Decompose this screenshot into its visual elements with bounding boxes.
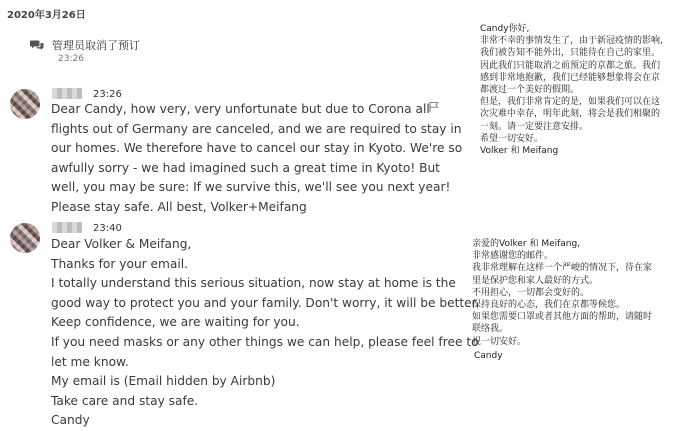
translation-line: 非常感谢您的邮件。 <box>472 251 554 262</box>
translation-line: 里是保护您和家人最好的方式。 <box>472 275 599 286</box>
message-line: Candy <box>51 413 90 428</box>
message-time: 23:40 <box>93 223 122 234</box>
translation-line: 非常不幸的事情发生了，由于新冠疫情的影响, <box>480 36 663 47</box>
translation-line: 因此我们只能取消之前预定的京都之旅。我们 <box>480 60 661 71</box>
message-line: Keep confidence, we are waiting for you. <box>51 315 300 330</box>
message-line: Dear Candy, how very, very unfortunate but due to Corona all <box>51 102 430 116</box>
message-line: Take care and stay safe. <box>51 393 199 408</box>
translation-line: 都渡过一个美好的假期。 <box>480 85 580 96</box>
translation-line: 联络我。 <box>472 324 509 335</box>
message-line: If you need masks or any other things we can help, please feel free to <box>51 334 479 349</box>
avatar[interactable] <box>10 89 40 119</box>
avatar[interactable] <box>10 223 40 253</box>
translation-line: 感到非常地抱歉，我们已经能够想象将会在京 <box>480 72 661 83</box>
sender-name-redacted <box>52 222 82 233</box>
message-line: Please stay safe. All best, Volker+Meifang <box>51 199 307 214</box>
translation-line: Candy你好, <box>480 24 530 34</box>
message-line: good way to protect you and your family. Don't worry, it will be better. <box>51 295 480 310</box>
translation-line: 次灾难中幸存，明年此刻，将会是我们相聚的 <box>480 109 661 120</box>
message-line: awfully sorry - we had imagined such a great time in Kyoto! But <box>51 160 440 175</box>
system-event-text: 管理员取消了预订 <box>52 39 140 52</box>
translation-line: 保持良好的心态，我们在京都等候您。 <box>472 300 626 311</box>
message-line: My email is (Email hidden by Airbnb) <box>51 374 276 389</box>
translation-line: 我们被告知不能外出，只能待在自己的家里。 <box>480 48 661 59</box>
chat-bubbles-icon <box>30 39 44 51</box>
translation-note <box>472 238 652 348</box>
message-body <box>51 235 479 431</box>
message-line: our homes. We therefore have to cancel our stay in Kyoto. We're so <box>51 141 463 156</box>
translation-line: 如果您需要口罩或者其他方面的帮助，请随时 <box>472 312 653 323</box>
message-line: flights out of Germany are canceled, and we are required to stay in <box>51 121 462 136</box>
message-line: I totally understand this serious situation, now stay at home is the <box>51 276 456 291</box>
message-body <box>51 100 462 218</box>
translation-line: 亲爱的Volker 和 Meifang, <box>472 239 581 249</box>
translation-note <box>480 23 663 157</box>
message-line: Thanks for your email. <box>51 256 189 271</box>
translation-line: 但是，我们非常肯定的是，如果我们可以在这 <box>480 97 661 108</box>
translation-line: Volker 和 Meifang <box>480 146 559 157</box>
sender-name-redacted <box>52 88 82 99</box>
message-time: 23:26 <box>93 89 122 100</box>
system-event-time: 23:26 <box>58 54 84 64</box>
system-event <box>30 37 140 53</box>
message-line: well, you may be sure: If we survive this, we'll see you next year! <box>51 180 451 195</box>
translation-line: 一刻。请一定要注意安排。 <box>480 121 589 132</box>
translation-line: 祝一切安好。 <box>472 336 527 347</box>
message-line: let me know. <box>51 354 129 369</box>
date-header: 2020年3月26日 <box>7 10 86 21</box>
translation-line: 不用担心，一切都会变好的。 <box>472 287 590 298</box>
translation-line: 希望一切安好。 <box>480 133 544 144</box>
message-line: Dear Volker & Meifang, <box>51 237 192 251</box>
translation-signature: Candy <box>474 351 503 361</box>
translation-line: 我非常理解在这样一个严峻的情况下，待在家 <box>472 263 653 274</box>
